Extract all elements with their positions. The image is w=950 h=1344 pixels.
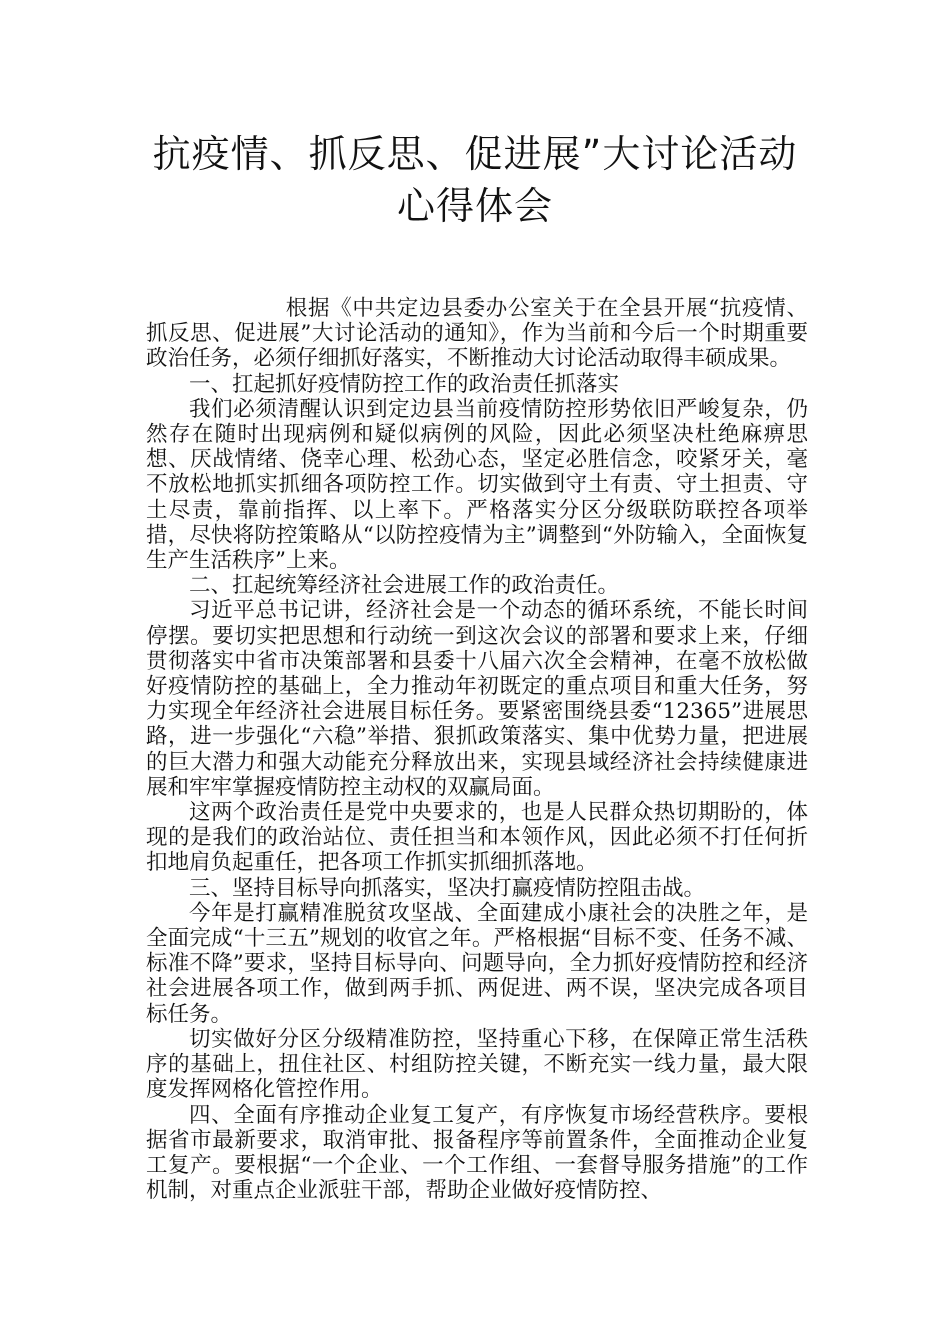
body-paragraph: 今年是打赢精准脱贫攻坚战、全面建成小康社会的决胜之年，是全面完成“十三五”规划的收官之年。严格根据“目标不变、任务不减、标准不降”要求，坚持目标导向、问题导向，全力抓好疫情防控和经济社会进展各项工作，做到两手抓、两促进、两不误，坚决完成各项目标任务。 — [146, 900, 808, 1027]
body-paragraph: 我们必须清醒认识到定边县当前疫情防控形势依旧严峻复杂，仍然存在随时出现病例和疑似病例的风险，因此必须坚决杜绝麻痹思想、厌战情绪、侥幸心理、松劲心态，坚定必胜信念，咬紧牙关，毫不放松地抓实抓细各项防控工作。切实做到守土有责、守土担责、守土尽责，靠前指挥、以上率下。严格落实分区分级联防联控各项举措，尽快将防控策略从“以防控疫情为主”调整到“外防输入，全面恢复生产生活秩序”上来。 — [146, 396, 808, 574]
body-paragraph: 习近平总书记讲，经济社会是一个动态的循环系统，不能长时间停摆。要切实把思想和行动统一到这次会议的部署和要求上来，仔细贯彻落实中省市决策部署和县委十八届六次全会精神，在毫不放松做好疫情防控的基础上，全力推动年初既定的重点项目和重大任务，努力实现全年经济社会进展目标任务。要紧密围绕县委“12365”进展思路，进一步强化“六稳”举措、狠抓政策落实、集中优势力量，把进展的巨大潜力和强大动能充分释放出来，实现县域经济社会持续健康进展和牢牢掌握疫情防控主动权的双赢局面。 — [146, 598, 808, 800]
section-heading-2: 二、扛起统筹经济社会进展工作的政治责任。 — [189, 573, 620, 599]
body-paragraph: 四、全面有序推动企业复工复产，有序恢复市场经营秩序。要根据省市最新要求，取消审批、报备程序等前置条件，全面推动企业复工复产。要根据“一个企业、一个工作组、一套督导服务措施”的工作机制，对重点企业派驻干部，帮助企业做好疫情防控、 — [146, 1102, 808, 1204]
body-paragraph: 切实做好分区分级精准防控，坚持重心下移，在保障正常生活秩序的基础上，扭住社区、村组防控关键，不断充实一线力量，最大限度发挥网格化管控作用。 — [146, 1026, 808, 1103]
document-title-line1: 抗疫情、抓反思、促进展”大讨论活动 — [152, 132, 798, 176]
intro-paragraph: 根据《中共定边县委办公室关于在全县开展“抗疫情、抓反思、促进展”大讨论活动的通知》，作为当前和今后一个时期重要政治任务，必须仔细抓好落实，不断推动大讨论活动取得丰硕成果。 — [146, 296, 808, 372]
body-paragraph: 这两个政治责任是党中央要求的，也是人民群众热切期盼的，体现的是我们的政治站位、责任担当和本领作风，因此必须不打任何折扣地肩负起重任，把各项工作抓实抓细抓落地。 — [146, 800, 808, 876]
section-heading-1: 一、扛起抓好疫情防控工作的政治责任抓落实 — [189, 371, 620, 397]
document-body — [146, 296, 808, 1203]
section-heading-3: 三、坚持目标导向抓落实，坚决打赢疫情防控阻击战。 — [189, 875, 706, 901]
document-title-line2: 心得体会 — [396, 184, 553, 228]
